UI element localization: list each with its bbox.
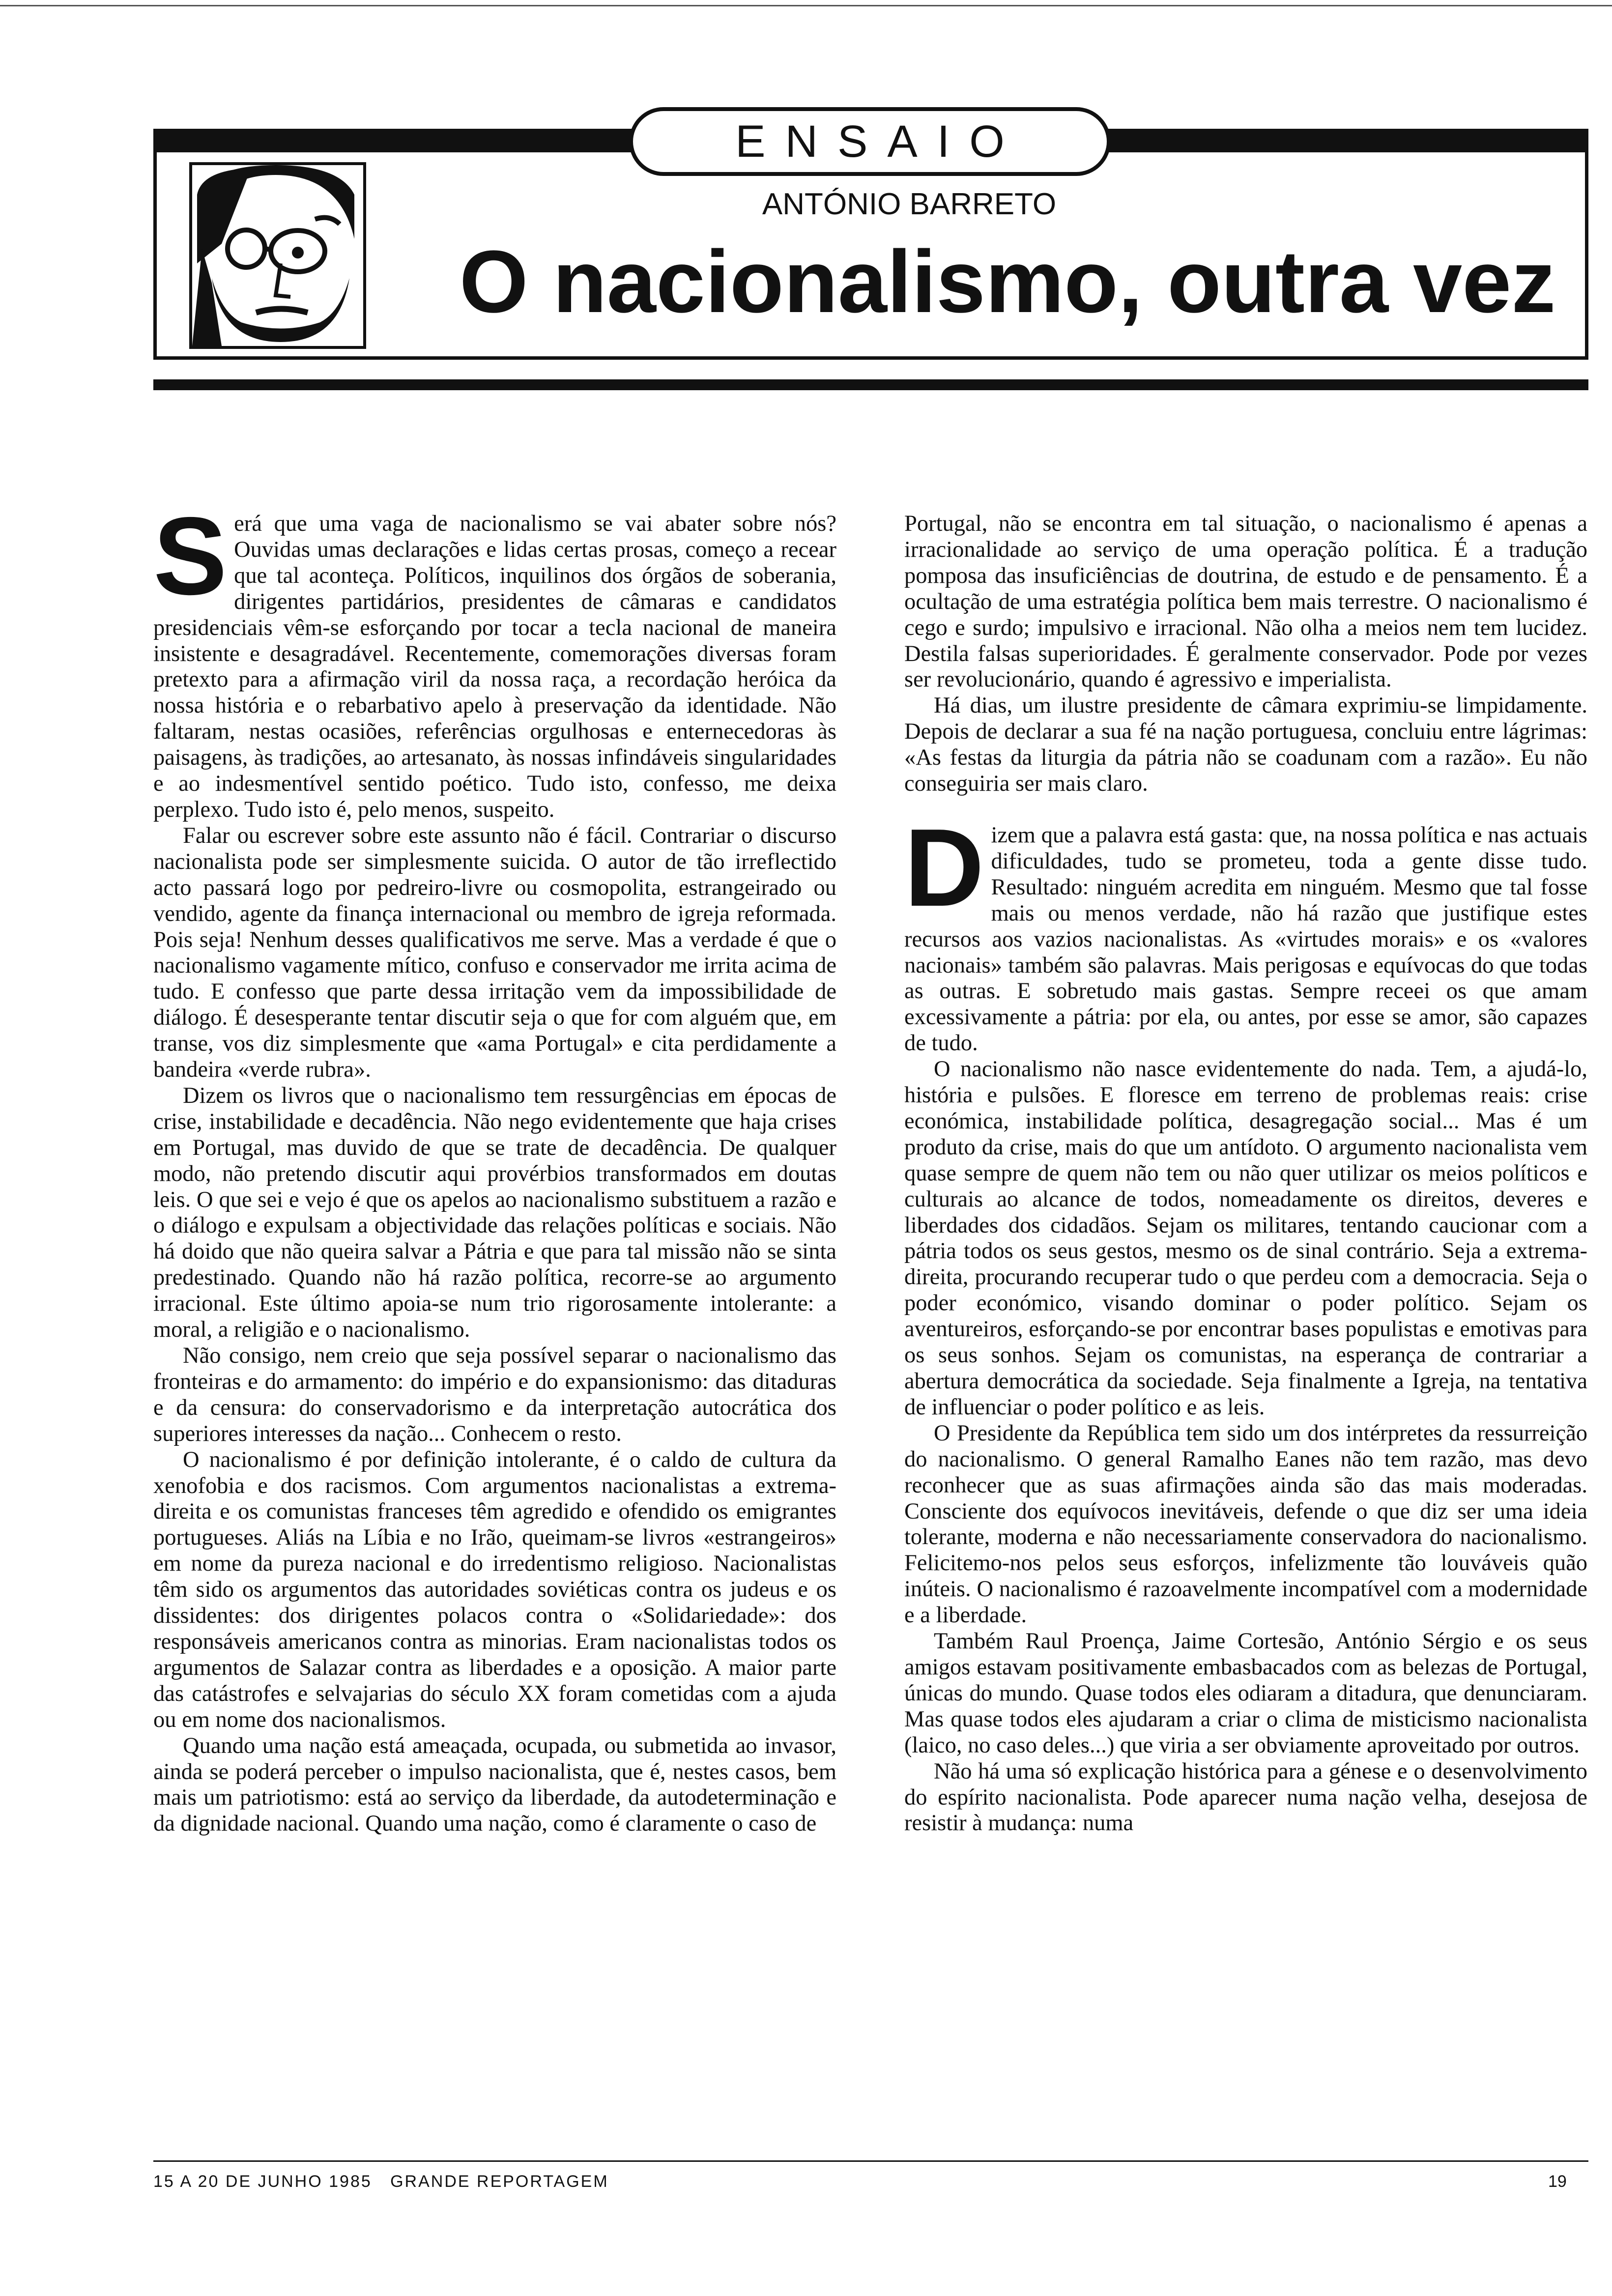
article-title: O nacionalismo, outra vez: [459, 232, 1556, 331]
author-name: ANTÓNIO BARRETO: [762, 187, 1057, 221]
section-label: ENSAIO: [629, 107, 1111, 176]
article-column-left: [153, 494, 836, 2064]
paragraph: Dizem os livros que o nacionalismo tem ressurgências em épocas de crise, instabilidade e decadência. Não nego evidentemente que haja crises em Portugal, mas duvido de que se trate de decadência. De qualquer modo, não pretendo discutir aqui provérbios transformados em doutas leis. O que sei e vejo é que os apelos ao nacionalismo substituem a razão e o diálogo e expulsam a objectividade das relações políticas e sociais. Não há doido que não queira salvar a Pátria e que para tal missão não se sinta predestinado. Quando não há razão política, recorre-se ao argumento irracional. Este último apoia-se num trio rigorosamente intolerante: a moral, a religião e o nacionalismo.: [153, 1083, 836, 1343]
author-photo: [189, 162, 366, 349]
paragraph: Dizem que a palavra está gasta: que, na nossa política e nas actuais dificuldades, tudo se prometeu, toda a gente disse tudo. Resultado: ninguém acredita em ninguém. Mesmo que tal fosse mais ou menos verdade, não há razão que justifique estes recursos aos vazios nacionalistas. As «virtudes morais» e os «valores nacionais» também são palavras. Mais perigosas e equívocas do que todas as outras. E sobretudo mais gastas. Sempre receei os que amam excessivamente a pátria: por ela, ou antes, por esse se amor, são capazes de tudo.: [904, 805, 1587, 1056]
author-portrait-image: [192, 165, 363, 346]
paragraph: Falar ou escrever sobre este assunto não é fácil. Contrariar o discurso nacionalista pode ser simplesmente suicida. O autor de tão irreflectido acto passará logo por pedreiro-livre ou cosmopolita, estrangeirado ou vendido, agente da finança internacional ou membro de igreja reformada. Pois seja! Nenhum desses qualificativos me serve. Mas a verdade é que o nacionalismo vagamente mítico, confuso e conservador me irrita acima de tudo. E confesso que parte dessa irritação vem da impossibilidade de diálogo. É desesperante tentar discutir seja o que for com alguém que, em transe, vos diz simplesmente que «ama Portugal» e cita perdidamente a bandeira «verde rubra».: [153, 823, 836, 1083]
top-hairline: [0, 5, 1612, 6]
paragraph: Não há uma só explicação histórica para a génese e o desenvolvimento do espírito nacionalista. Pode aparecer numa nação velha, desejosa de resistir à mudança: numa: [904, 1758, 1587, 1836]
header-band-right: [1106, 129, 1588, 152]
footer-rule: [153, 2160, 1588, 2162]
header-band-left: [153, 129, 645, 152]
paragraph: Portugal, não se encontra em tal situação, o nacionalismo é apenas a irracionalidade ao serviço de uma operação política. É a tradução pomposa das insuficiências de doutrina, de estudo e de pensamento. É a ocultação de uma estratégia política bem mais terrestre. O nacionalismo é cego e surdo; impulsivo e irracional. Não olha a meios nem tem lucidez. Destila falsas superioridades. É geralmente conservador. Pode por vezes ser revolucionário, quando é agressivo e imperialista.: [904, 511, 1587, 692]
header-bottom-rule: [153, 379, 1588, 390]
paragraph: Também Raul Proença, Jaime Cortesão, António Sérgio e os seus amigos estavam positivamente embasbacados com as belezas de Portugal, únicas do mundo. Quase todos eles odiaram a ditadura, que denunciaram. Mas quase todos eles ajudaram a criar o clima de misticismo nacionalista (laico, no caso deles...) que viria a ser obviamente aproveitado por outros.: [904, 1629, 1587, 1758]
paragraph: Há dias, um ilustre presidente de câmara exprimiu-se limpidamente. Depois de declarar a sua fé na nação portuguesa, concluiu entre lágrimas: «As festas da liturgia da pátria não se coadunam com a razão». Eu não conseguiria ser mais claro.: [904, 693, 1587, 797]
paragraph: O Presidente da República tem sido um dos intérpretes da ressurreição do nacionalismo. O general Ramalho Eanes não tem razão, mas devo reconhecer que as suas afirmações ainda são das mais moderadas. Consciente dos equívocos inevitáveis, defende o que diz ser uma ideia tolerante, moderna e não necessariamente conservadora do nacionalismo. Felicitemo-nos pelos seus esforços, infelizmente tão louváveis quão inúteis. O nacionalismo é razoavelmente incompatível com a modernidade e a liberdade.: [904, 1420, 1587, 1628]
paragraph: O nacionalismo não nasce evidentemente do nada. Tem, a ajudá-lo, história e pulsões. E floresce em terreno de problemas reais: crise económica, instabilidade política, desagregação social... Mas é um produto da crise, mais do que um antídoto. O argumento nacionalista vem quase sempre de quem não tem ou não quer utilizar os meios políticos e culturais ao alcance de todos, nomeadamente os direitos, deveres e liberdades dos cidadãos. Sejam os militares, tentando caucionar com a pátria todos os seus gestos, mesmo os de sinal contrário. Seja a extrema-direita, procurando recuperar tudo o que perdeu com a democracia. Seja o poder económico, visando dominar o poder político. Sejam os aventureiros, esforçando-se por encontrar bases populistas e emotivas para os seus sonhos. Sejam os comunistas, na esperança de contrariar a abertura democrática da sociedade. Seja finalmente a Igreja, na tentativa de influenciar o poder político e as leis.: [904, 1057, 1587, 1420]
drop-cap: D: [904, 805, 984, 929]
paragraph: O nacionalismo é por definição intolerante, é o caldo de cultura da xenofobia e dos racismos. Com argumentos nacionalistas a extrema-direita e os comunistas franceses têm agredido e ofendido os emigrantes portugueses. Aliás na Líbia e no Irão, queimam-se livros «estrangeiros» em nome da pureza nacional e do irredentismo religioso. Nacionalistas têm sido os argumentos das autoridades soviéticas contra os judeus e os dissidentes: dos dirigentes polacos contra o «Solidariedade»: dos responsáveis americanos contra as minorias. Eram nacionalistas todos os argumentos de Salazar contra as liberdades e a oposição. A maior parte das catástrofes e selvajarias do século XX foram cometidas com a ajuda ou em nome dos nacionalismos.: [153, 1447, 836, 1732]
paragraph: Não consigo, nem creio que seja possível separar o nacionalismo das fronteiras e do armamento: do império e do expansionismo: das ditaduras e da censura: do conservadorismo e da interpretação autocrática dos superiores interesses da nação... Conhecem o resto.: [153, 1343, 836, 1446]
paragraph: Será que uma vaga de nacionalismo se vai abater sobre nós? Ouvidas umas declarações e lidas certas prosas, começo a recear que tal aconteça. Políticos, inquilinos dos órgãos de soberania, dirigentes partidários, presidentes de câmaras e candidatos presidenciais vêm-se esforçando por tocar a tecla nacional de maneira insistente e desagradável. Recentemente, comemorações diversas foram pretexto para a afirmação viril da nossa raça, a recordação heróica da nossa história e o rebarbativo apelo à preservação da identidade. Não faltaram, nestas ocasiões, referências orgulhosas e enternecedoras às paisagens, às tradições, ao artesanato, às nossas infindáveis singularidades e ao indesmentível sentido poético. Tudo isto, confesso, me deixa perplexo. Tudo isto é, pelo menos, suspeito.: [153, 494, 836, 822]
page-number: 19: [1548, 2172, 1567, 2191]
drop-cap: S: [153, 494, 228, 618]
article-column-right: [904, 511, 1587, 2064]
paragraph: Quando uma nação está ameaçada, ocupada, ou submetida ao invasor, ainda se poderá perceber o impulso nacionalista, que é, nestes casos, bem mais um patriotismo: está ao serviço da liberdade, da autodeterminação e da dignidade nacional. Quando uma nação, como é claramente o caso de: [153, 1733, 836, 1837]
footer-issue: 15 A 20 DE JUNHO 1985 GRANDE REPORTAGEM: [153, 2172, 609, 2191]
